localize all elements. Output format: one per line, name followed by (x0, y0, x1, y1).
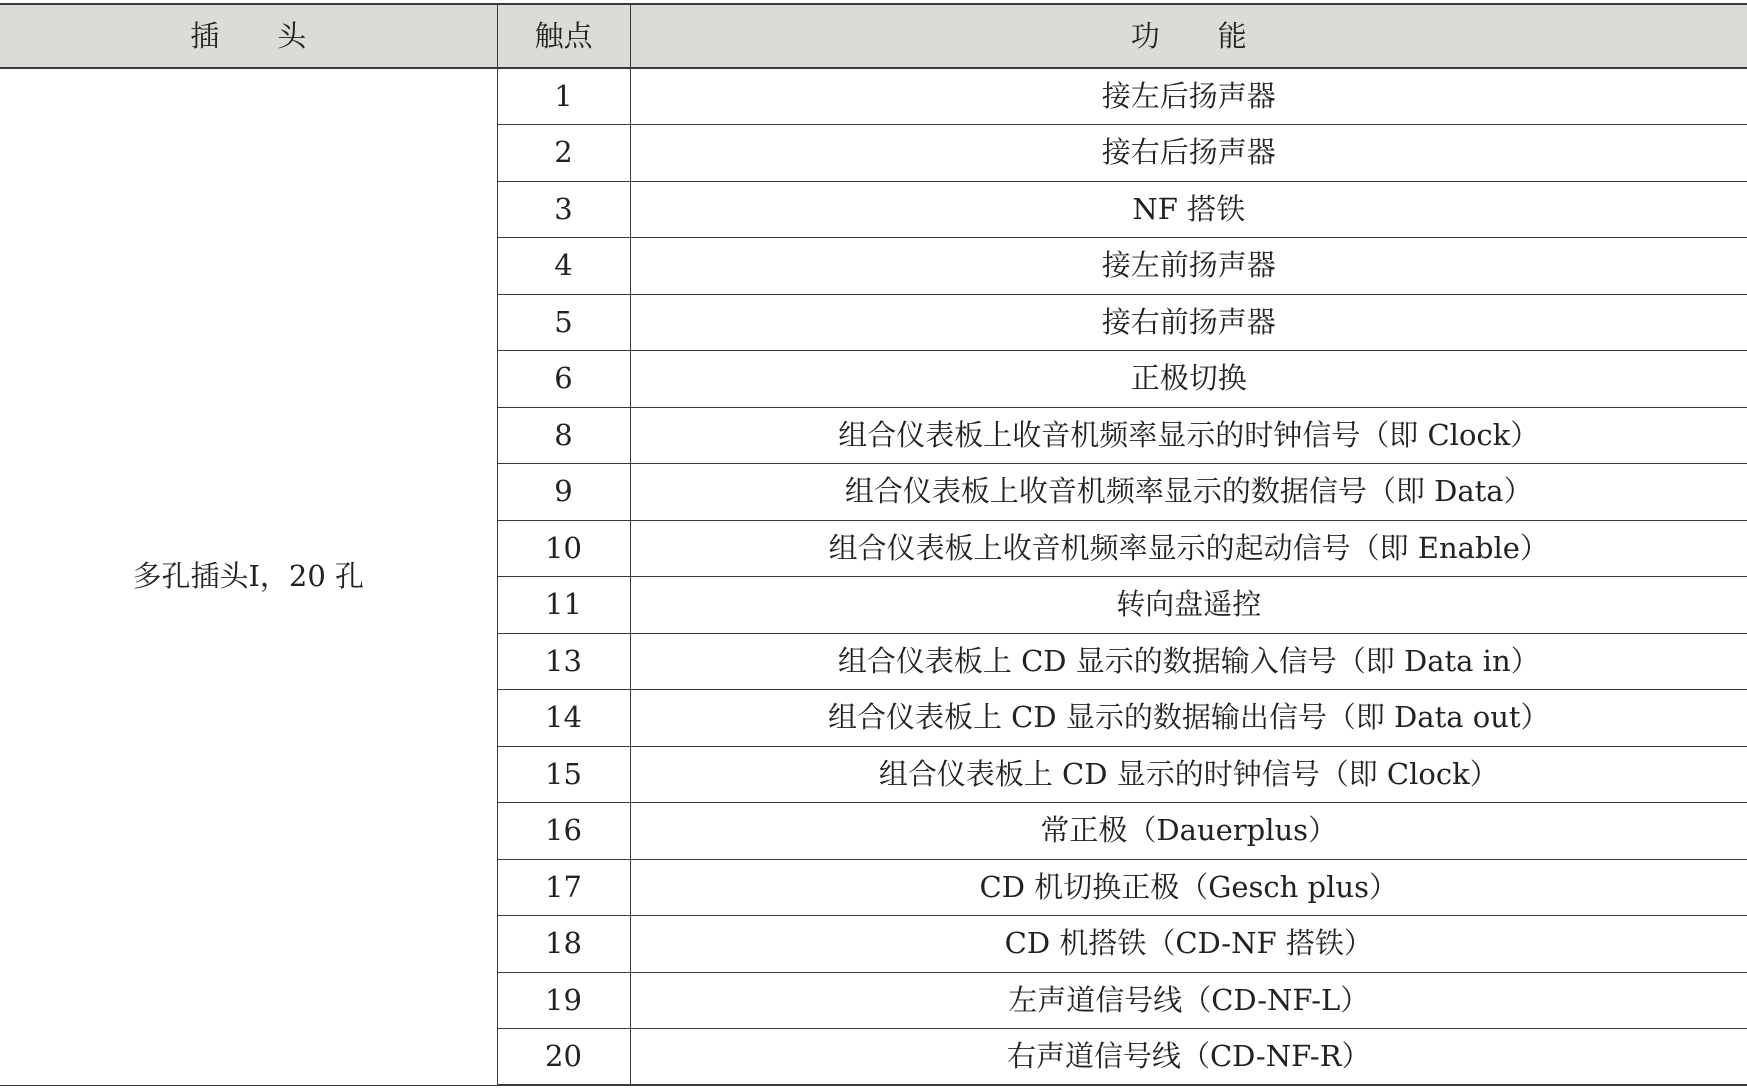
pin-cell: 15 (497, 746, 630, 803)
pin-cell: 3 (497, 181, 630, 238)
function-cell: 组合仪表板上收音机频率显示的数据信号（即 Data） (630, 464, 1747, 521)
function-cell: 接右后扬声器 (630, 125, 1747, 182)
function-cell: 组合仪表板上收音机频率显示的时钟信号（即 Clock） (630, 407, 1747, 464)
pin-function-table (0, 3, 1747, 1086)
function-cell: 组合仪表板上 CD 显示的数据输入信号（即 Data in） (630, 633, 1747, 690)
pin-cell: 19 (497, 972, 630, 1029)
function-cell: 接左后扬声器 (630, 68, 1747, 125)
function-cell: 左声道信号线（CD-NF-L） (630, 972, 1747, 1029)
pin-cell: 4 (497, 238, 630, 295)
header-row (0, 4, 1747, 68)
function-cell: CD 机搭铁（CD-NF 搭铁） (630, 916, 1747, 973)
function-cell: 组合仪表板上收音机频率显示的起动信号（即 Enable） (630, 520, 1747, 577)
pin-cell: 9 (497, 464, 630, 521)
pin-cell: 16 (497, 803, 630, 860)
function-cell: CD 机切换正极（Gesch plus） (630, 859, 1747, 916)
function-cell: 右声道信号线（CD-NF-R） (630, 1029, 1747, 1086)
header-connector: 插 头 (0, 4, 497, 68)
table-row (0, 68, 1747, 125)
header-function: 功 能 (630, 4, 1747, 68)
function-cell: 接右前扬声器 (630, 294, 1747, 351)
pin-cell: 2 (497, 125, 630, 182)
pin-cell: 8 (497, 407, 630, 464)
function-cell: 接左前扬声器 (630, 238, 1747, 295)
pin-cell: 11 (497, 577, 630, 634)
pin-cell: 10 (497, 520, 630, 577)
function-cell: 转向盘遥控 (630, 577, 1747, 634)
function-cell: 常正极（Dauerplus） (630, 803, 1747, 860)
function-cell: 组合仪表板上 CD 显示的时钟信号（即 Clock） (630, 746, 1747, 803)
connector-cell: 多孔插头Ⅰ，20 孔 (0, 68, 497, 1085)
function-cell: 组合仪表板上 CD 显示的数据输出信号（即 Data out） (630, 690, 1747, 747)
pin-cell: 17 (497, 859, 630, 916)
header-pin: 触点 (497, 4, 630, 68)
pin-cell: 18 (497, 916, 630, 973)
pin-cell: 13 (497, 633, 630, 690)
pin-cell: 1 (497, 68, 630, 125)
function-cell: NF 搭铁 (630, 181, 1747, 238)
pin-cell: 14 (497, 690, 630, 747)
pin-cell: 6 (497, 351, 630, 408)
function-cell: 正极切换 (630, 351, 1747, 408)
pin-cell: 5 (497, 294, 630, 351)
table-body (0, 68, 1747, 1085)
pin-cell: 20 (497, 1029, 630, 1086)
